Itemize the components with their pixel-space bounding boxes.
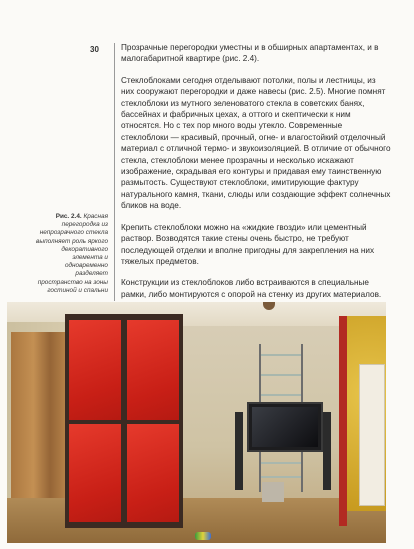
glass-panel — [69, 424, 121, 522]
shelf — [261, 394, 301, 396]
interior-photo — [7, 302, 386, 543]
glass-panel — [127, 320, 179, 420]
shelf — [261, 462, 301, 464]
television — [247, 402, 323, 452]
tv-screen — [252, 407, 318, 447]
paragraph: Крепить стеклоблоки можно на «жидкие гвозди» или цементный раствор. Возводятся такие стены очень быстро, не требуют последующей отделки и вполне пригодны для закрепления на них тяжелых предметов. — [121, 222, 375, 266]
glass-panel — [127, 424, 179, 522]
speaker — [323, 412, 331, 490]
white-door — [359, 364, 385, 506]
speaker — [235, 412, 243, 490]
paragraph: Стеклоблоками сегодня отделывают потолки, полы и лестницы, из них сооружают перегородки и даже навесы (рис. 2.5). Многие помнят стеклоблоки из мутного зеленоватого стекла в советских банях, бассейнах и фабричных цехах, а оттого и скептически к ним относятся. Но с тех пор много воды утекло. Современные стеклоблоки — красивый, прочный, огне- и влагостойкий отделочный материал с отличной термо- и звукоизоляцией. В отличие от обычного стекла, стеклоблоки менее прозрачны и несколько искажают изображение, скрадывая его контуры и придавая ему таинственную размытость. Существуют стеклоблоки, имитирующие фактуру натурального камня, ткани, слюды или создающие эффект солнечных бликов на воде. — [121, 75, 391, 211]
toy — [195, 532, 211, 540]
shelf — [261, 374, 301, 376]
curtain — [11, 332, 67, 502]
glass-panel — [69, 320, 121, 420]
caption-text: Красная перегородка из непрозрачного стекла выполняет роль яркого декоративного элемента и одновременно разделяет пространство на зоны гостиной и спальни — [36, 213, 108, 294]
shelf — [261, 354, 301, 356]
caption-label: Рис. 2.4. — [55, 213, 82, 220]
red-glass-partition — [65, 314, 183, 528]
body-text-column — [121, 42, 391, 322]
shelf — [261, 476, 301, 478]
page-number: 30 — [90, 45, 99, 54]
paragraph: Конструкции из стеклоблоков либо встраиваются в специальные рамки, либо монтируются с опорой на стенку из других материалов. — [121, 278, 382, 299]
paragraph: Прозрачные перегородки уместны и в обширных апартаментах, и в малогабаритной квартире (рис. 2.4). — [121, 43, 379, 64]
figure-caption — [34, 213, 108, 295]
red-pillar — [339, 316, 347, 526]
margin-rule — [114, 43, 115, 301]
subwoofer — [262, 482, 284, 502]
